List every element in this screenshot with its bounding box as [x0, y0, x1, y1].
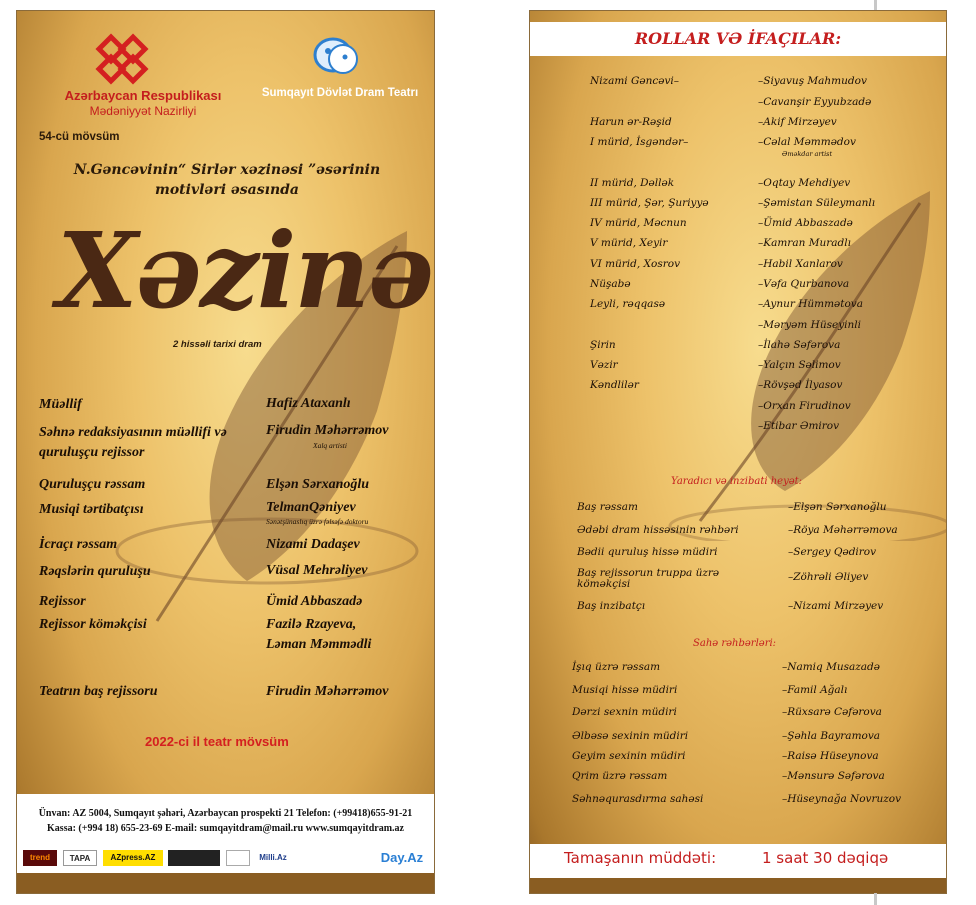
head-role: Dərzi sexnin müdiri — [572, 706, 677, 718]
credit-note: Xalq artisti — [313, 441, 347, 450]
sponsor-logo-globe[interactable] — [226, 850, 250, 866]
cast-role: Vəzir — [590, 359, 618, 371]
credit-role: Səhnə redaksiyasının müəllifi və quruluşçu rejissor — [39, 425, 227, 460]
cast-actor: –Ümid Abbaszadə — [758, 217, 853, 229]
cast-actor: –Cavanşir Eyyubzadə — [758, 96, 872, 108]
head-name: –Hüseynağa Novruzov — [782, 793, 902, 805]
cast-actor: –Etibar Əmirov — [758, 420, 840, 432]
credit-role: Müəllif — [39, 397, 82, 412]
credit-name: TelmanQəniyev — [266, 500, 356, 515]
sponsor-logo-news[interactable] — [325, 850, 369, 866]
contact-address — [17, 806, 434, 836]
bottom-band — [530, 878, 946, 893]
head-name: –Namiq Musazadə — [782, 661, 880, 673]
cast-actor: –İlahə Səfərova — [758, 339, 841, 351]
motif-line: motivləri əsasında — [155, 182, 299, 198]
creative-role: Baş rəssam — [577, 501, 638, 513]
cast-role: Harun ər-Rəşid — [590, 116, 672, 128]
roles-title: ROLLAR VƏ İFAÇILAR: — [634, 29, 842, 48]
head-role: İşıq üzrə rəssam — [572, 661, 661, 673]
play-subtitle: 2 hissəli tarixi dram — [173, 339, 262, 350]
cast-role: II mürid, Dəllək — [590, 177, 675, 189]
head-role: Qrim üzrə rəssam — [572, 770, 668, 782]
cast-role: V mürid, Xeyir — [590, 237, 668, 249]
cast-actor: –Siyavuş Mahmudov — [758, 75, 867, 87]
credit-role: Rejissor — [39, 594, 86, 609]
season-year: 2022-ci il teatr mövsüm — [145, 734, 289, 749]
head-name: –Famil Ağalı — [782, 684, 848, 696]
duration-label: Tamaşanın müddəti: — [564, 849, 717, 867]
credit-note: Sənətşünaslıq üzrə fəlsəfə doktoru — [266, 517, 369, 526]
cast-role: I mürid, İsgəndər– — [590, 136, 689, 148]
cast-role: Kəndlilər — [590, 379, 639, 391]
motif-line: N.Gəncəvinin“ Sirlər xəzinəsi ”əsərinin — [73, 162, 381, 178]
cast-role: VI mürid, Xosrov — [590, 258, 681, 270]
cast-actor: –Rövşəd İlyasov — [758, 379, 843, 391]
play-title: Xəzinə — [57, 209, 433, 332]
credit-name: Ləman Məmmədli — [266, 637, 372, 652]
ministry-subtitle: Mədəniyyət Nazirliyi — [89, 104, 197, 118]
credit-name: Hafiz Ataxanlı — [266, 396, 351, 411]
head-role: Geyim sexinin müdiri — [572, 750, 686, 762]
credit-role: Musiqi tərtibatçısı — [39, 502, 144, 517]
cast-actor: –Cəlal Məmmədov — [758, 136, 856, 148]
credit-role: Rejissor köməkçisi — [39, 617, 147, 632]
sponsor-logo-red[interactable] — [296, 850, 320, 866]
sponsor-logo-trend[interactable]: trend — [23, 850, 57, 866]
sponsor-logo-dayaz[interactable]: Day.Az — [373, 850, 431, 866]
cast-actor: –Yalçın Səlimov — [758, 359, 841, 371]
credit-name: Ümid Abbaszadə — [266, 594, 363, 609]
heads-section-title: Sahə rəhbərləri: — [693, 638, 777, 649]
head-name: –Raisə Hüseynova — [782, 750, 879, 762]
edge-divider — [874, 0, 877, 10]
poster-back — [529, 10, 947, 894]
sponsor-logo-milli[interactable]: Milli.Az — [256, 850, 290, 866]
address-line: Ünvan: AZ 5004, Sumqayıt şəhəri, Azərbaycan prospekti 21 Telefon: (+99418)655-91-21 — [38, 808, 413, 819]
credit-role: İcraçı rəssam — [39, 537, 118, 552]
sponsor-logo-tapa[interactable]: TAPA — [63, 850, 97, 866]
credit-name: Nizami Dadaşev — [266, 537, 360, 552]
cast-role: Şirin — [590, 339, 616, 351]
cast-actor: –Məryəm Hüseyinli — [758, 319, 861, 331]
sponsor-logo-dark[interactable] — [168, 850, 220, 866]
bottom-band — [17, 873, 434, 893]
creative-role: Baş rejissorun truppa üzrə köməkçisi — [577, 567, 720, 590]
creative-name: –Elşən Sərxanoğlu — [788, 501, 887, 513]
cast-actor: –Şəmistan Süleymanlı — [758, 197, 876, 209]
edge-divider — [874, 893, 877, 905]
cast-actor: –Habil Xanlarov — [758, 258, 843, 270]
theatre-mask-logo-icon — [309, 31, 363, 81]
sponsor-logo-azpress[interactable]: AZpress.AZ — [103, 850, 163, 866]
cast-actor: –Akif Mirzəyev — [758, 116, 837, 128]
cast-role: IV mürid, Məcnun — [590, 217, 687, 229]
creative-name: –Sergey Qədirov — [788, 546, 877, 558]
cast-actor: –Aynur Hümmətova — [758, 298, 863, 310]
cast-actor: –Orxan Firudinov — [758, 400, 851, 412]
cast-role: Nüşabə — [590, 278, 631, 290]
credit-name: Elşən Sərxanoğlu — [266, 477, 370, 492]
cast-role: III mürid, Şər, Şuriyyə — [590, 197, 709, 209]
head-role: Səhnəqurasdırma sahəsi — [572, 793, 704, 805]
cast-note: Əməkdar artist — [782, 150, 833, 158]
credit-name: Firudin Məhərrəmov — [266, 684, 389, 699]
creative-name: –Nizami Mirzəyev — [788, 600, 884, 612]
head-name: –Mənsurə Səfərova — [782, 770, 885, 782]
head-name: –Şəhla Bayramova — [782, 730, 881, 742]
season-label: 54-cü mövsüm — [39, 131, 120, 143]
credit-role: Rəqslərin quruluşu — [39, 564, 151, 579]
head-role: Musiqi hissə müdiri — [572, 684, 678, 696]
cast-actor: –Oqtay Mehdiyev — [758, 177, 851, 189]
ministry-title: Azərbaycan Respublikası — [64, 88, 222, 103]
head-role: Əlbəsə sexinin müdiri — [572, 730, 689, 742]
credit-name: Vüsal Mehrəliyev — [266, 563, 368, 578]
address-line: Kassa: (+994 18) 655-23-69 E-mail: sumqayitdram@mail.ru www.sumqayitdram.az — [47, 823, 404, 834]
duration-value: 1 saat 30 dəqiqə — [762, 849, 889, 867]
creative-role: Ədəbi dram hissəsinin rəhbəri — [577, 524, 739, 536]
credit-role: Teatrın baş rejissoru — [39, 684, 158, 699]
cast-actor: –Kamran Muradlı — [758, 237, 851, 249]
cast-role: Nizami Gəncəvi– — [590, 75, 679, 87]
head-name: –Rüxsarə Cəfərova — [782, 706, 882, 718]
poster-front — [16, 10, 435, 894]
cast-actor: –Vəfa Qurbanova — [758, 278, 850, 290]
credit-name: Firudin Məhərrəmov — [266, 423, 389, 438]
creative-section-title: Yaradıcı və inzibati heyət: — [671, 476, 803, 487]
theatre-name: Sumqayıt Dövlət Dram Teatrı — [261, 87, 419, 99]
credit-name: Fazilə Rzayeva, — [266, 617, 357, 632]
credit-role: Quruluşçu rəssam — [39, 477, 146, 492]
cast-role: Leyli, rəqqasə — [590, 298, 666, 310]
motif-text — [47, 160, 407, 200]
creative-role: Baş inzibatçı — [577, 600, 646, 612]
ministry-knot-logo-icon — [91, 31, 153, 85]
creative-name: –Zöhrəli Əliyev — [788, 571, 869, 583]
creative-role: Bədii quruluş hissə müdiri — [577, 546, 718, 558]
creative-name: –Röya Məhərrəmova — [788, 524, 898, 536]
